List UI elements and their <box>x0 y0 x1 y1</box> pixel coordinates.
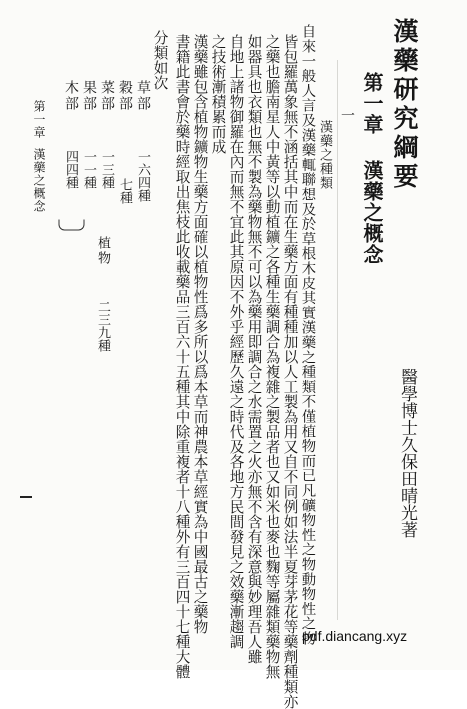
body-column: 漢藥雖包含植物鑛物生藥方面確以植物性爲多所以爲本草而神農本草經實為中國最古之藥物 <box>191 34 209 634</box>
category-count: 一一種 <box>81 150 96 189</box>
category-count: 四四種 <box>63 150 78 189</box>
section-number: 一 <box>339 108 355 123</box>
category-name: 木部 <box>63 80 79 112</box>
book-title: 漢藥研究綱要 <box>390 18 419 192</box>
body-column: 自來一般人言及漢藥輒聯想及於草根木皮其實漢藥之種類不僅植物而已凡礦物性之物動物性之物 <box>299 24 316 646</box>
plant-total-label: 植物 <box>95 236 110 266</box>
author-line: 醫學博士久保田晴光著 <box>397 368 417 538</box>
footer-title: 漢藥之概念 <box>32 148 46 213</box>
category-count: 一六四種 <box>135 150 150 202</box>
watermark: pdf.diancang.xyz <box>302 628 408 644</box>
body-column: 自地上諸物御羅在內而無不宜此其原因不外乎經歷久遠之時代及各地方民間發見之效藥漸趨調 <box>227 34 245 649</box>
body-column: 之藥也膽南星人中黃等以動植鑛之各種生藥調合為複雜之製品者也又如米也麥也麴等屬雜類藥物無 <box>263 34 281 679</box>
body-column: 皆包羅萬象無不涵括其中而在生藥方面有種種加以人工製為用又自不同例如法半夏芽茅花等藥劑種類亦 <box>281 34 299 709</box>
column-divider <box>337 60 338 620</box>
body-column: 如器具也衣類也無不製為藥物無不可以為藥用即調合之水需置之火亦無不含有深意與妙理吾人雖 <box>245 34 263 664</box>
page-number-mark <box>20 496 32 498</box>
subsection-heading: 漢藥之種類 <box>317 120 332 190</box>
body-column: 之技術漸積累而成 <box>209 34 227 154</box>
category-name: 穀部 <box>117 80 133 112</box>
category-name: 草部 <box>135 80 151 112</box>
body-column: 分類如次 <box>151 30 169 90</box>
category-name: 果部 <box>81 80 97 112</box>
category-count: 七種 <box>117 178 132 204</box>
plant-total-count: 二三九種 <box>95 300 110 352</box>
body-column: 書籍此書會於藥時經取出焦枝此收載藥品三百六十五種其中除重複者十八種外有三百四十七種大體 <box>173 34 191 679</box>
category-count: 一三種 <box>99 150 114 189</box>
category-brace <box>59 220 85 231</box>
chapter-heading: 第一章 漢藥之概念 <box>360 72 384 265</box>
footer-chapter: 第一章 <box>32 100 46 139</box>
category-name: 菜部 <box>99 80 115 112</box>
